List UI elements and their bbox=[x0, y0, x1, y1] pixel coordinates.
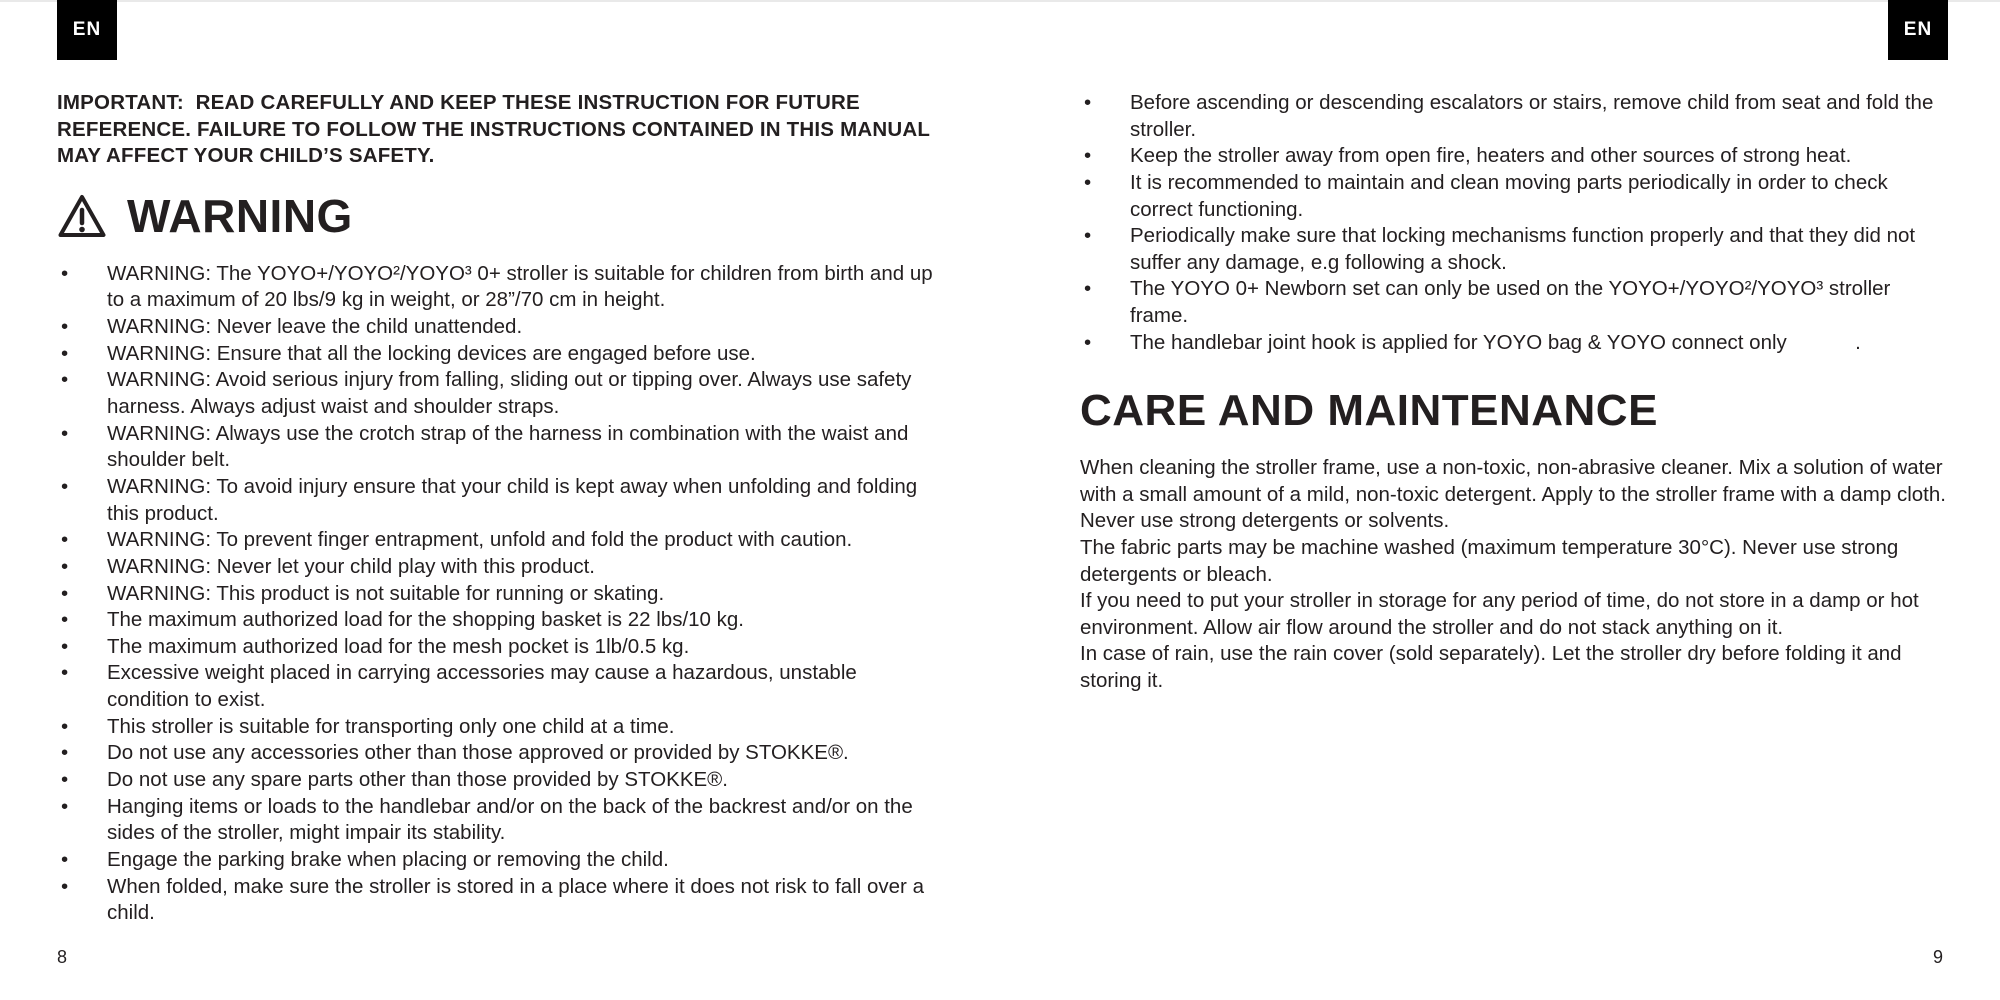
list-item: • WARNING: Never leave the child unattended. bbox=[57, 314, 937, 341]
list-item: • This stroller is suitable for transporting only one child at a time. bbox=[57, 714, 937, 741]
list-item: • WARNING: The YOYO+/YOYO²/YOYO³ 0+ stroller is suitable for children from birth and up to a maximum of 20 lbs/9 kg in weight, or 28”/70 cm in height. bbox=[57, 261, 937, 314]
list-item: • Before ascending or descending escalators or stairs, remove child from seat and fold the stroller. bbox=[1080, 90, 1948, 143]
warning-heading-text: WARNING bbox=[127, 189, 353, 242]
list-item: • Engage the parking brake when placing or removing the child. bbox=[57, 847, 937, 874]
care-paragraph: If you need to put your stroller in storage for any period of time, do not store in a damp or hot environment. Allow air flow around the stroller and do not stack anything on it. bbox=[1080, 589, 1919, 639]
page-number-right: 9 bbox=[1932, 947, 1943, 967]
important-notice: IMPORTANT: READ CAREFULLY AND KEEP THESE INSTRUCTION FOR FUTURE REFERENCE. FAILURE TO FOLLOW THE INSTRUCTIONS CONTAINED IN THIS MANUAL MAY AFFECT YOUR CHILD’S SAFETY. bbox=[57, 91, 930, 168]
list-item: • When folded, make sure the stroller is stored in a place where it does not risk to fall over a child. bbox=[57, 874, 937, 927]
warning-triangle-icon bbox=[57, 192, 107, 240]
list-item: • The handlebar joint hook is applied for YOYO bag & YOYO connect only . bbox=[1080, 330, 1948, 357]
language-tab-left bbox=[57, 0, 117, 60]
page-right bbox=[1080, 90, 1948, 695]
list-item: • WARNING: Avoid serious injury from falling, sliding out or tipping over. Always use safety harness. Always adjust waist and shoulder straps. bbox=[57, 367, 937, 420]
page-top-edge bbox=[0, 0, 2000, 2]
language-tab-label: EN bbox=[72, 19, 102, 40]
list-item: • It is recommended to maintain and clean moving parts periodically in order to check correct functioning. bbox=[1080, 170, 1948, 223]
list-item: • The YOYO 0+ Newborn set can only be used on the YOYO+/YOYO²/YOYO³ stroller frame. bbox=[1080, 276, 1948, 329]
warning-heading bbox=[57, 190, 937, 243]
list-item: • Do not use any accessories other than those approved or provided by STOKKE®. bbox=[57, 740, 937, 767]
care-heading: CARE AND MAINTENANCE bbox=[1080, 386, 1658, 436]
list-item: • Periodically make sure that locking mechanisms function properly and that they did not suffer any damage, e.g following a shock. bbox=[1080, 223, 1948, 276]
list-item: • WARNING: This product is not suitable for running or skating. bbox=[57, 581, 937, 608]
page-left bbox=[57, 90, 937, 927]
list-item: • WARNING: To avoid injury ensure that your child is kept away when unfolding and folding this product. bbox=[57, 474, 937, 527]
list-item: • The maximum authorized load for the shopping basket is 22 lbs/10 kg. bbox=[57, 607, 937, 634]
language-tab-label: EN bbox=[1903, 19, 1933, 40]
list-item: • WARNING: Always use the crotch strap of the harness in combination with the waist and shoulder belt. bbox=[57, 421, 937, 474]
care-paragraph: When cleaning the stroller frame, use a non-toxic, non-abrasive cleaner. Mix a solution of water with a small amount of a mild, non-toxic detergent. Apply to the stroller frame with a damp cloth. Never use strong detergents or solvents. bbox=[1080, 456, 1946, 533]
list-item: • Excessive weight placed in carrying accessories may cause a hazardous, unstable condition to exist. bbox=[57, 660, 937, 713]
care-paragraph: In case of rain, use the rain cover (sold separately). Let the stroller dry before folding it and storing it. bbox=[1080, 642, 1902, 693]
additional-warnings-list bbox=[1080, 90, 1948, 356]
list-item: • Hanging items or loads to the handlebar and/or on the back of the backrest and/or on the sides of the stroller, might impair its stability. bbox=[57, 794, 937, 847]
page-number-left: 8 bbox=[57, 947, 68, 967]
list-item: • WARNING: Ensure that all the locking devices are engaged before use. bbox=[57, 341, 937, 368]
list-item: • Keep the stroller away from open fire, heaters and other sources of strong heat. bbox=[1080, 143, 1948, 170]
list-item: • Do not use any spare parts other than those provided by STOKKE®. bbox=[57, 767, 937, 794]
warning-list bbox=[57, 261, 937, 927]
language-tab-right bbox=[1888, 0, 1948, 60]
list-item: • WARNING: Never let your child play with this product. bbox=[57, 554, 937, 581]
list-item: • The maximum authorized load for the mesh pocket is 1lb/0.5 kg. bbox=[57, 634, 937, 661]
care-paragraph: The fabric parts may be machine washed (maximum temperature 30°C). Never use strong detergents or bleach. bbox=[1080, 535, 1899, 586]
list-item: • WARNING: To prevent finger entrapment, unfold and fold the product with caution. bbox=[57, 527, 937, 554]
